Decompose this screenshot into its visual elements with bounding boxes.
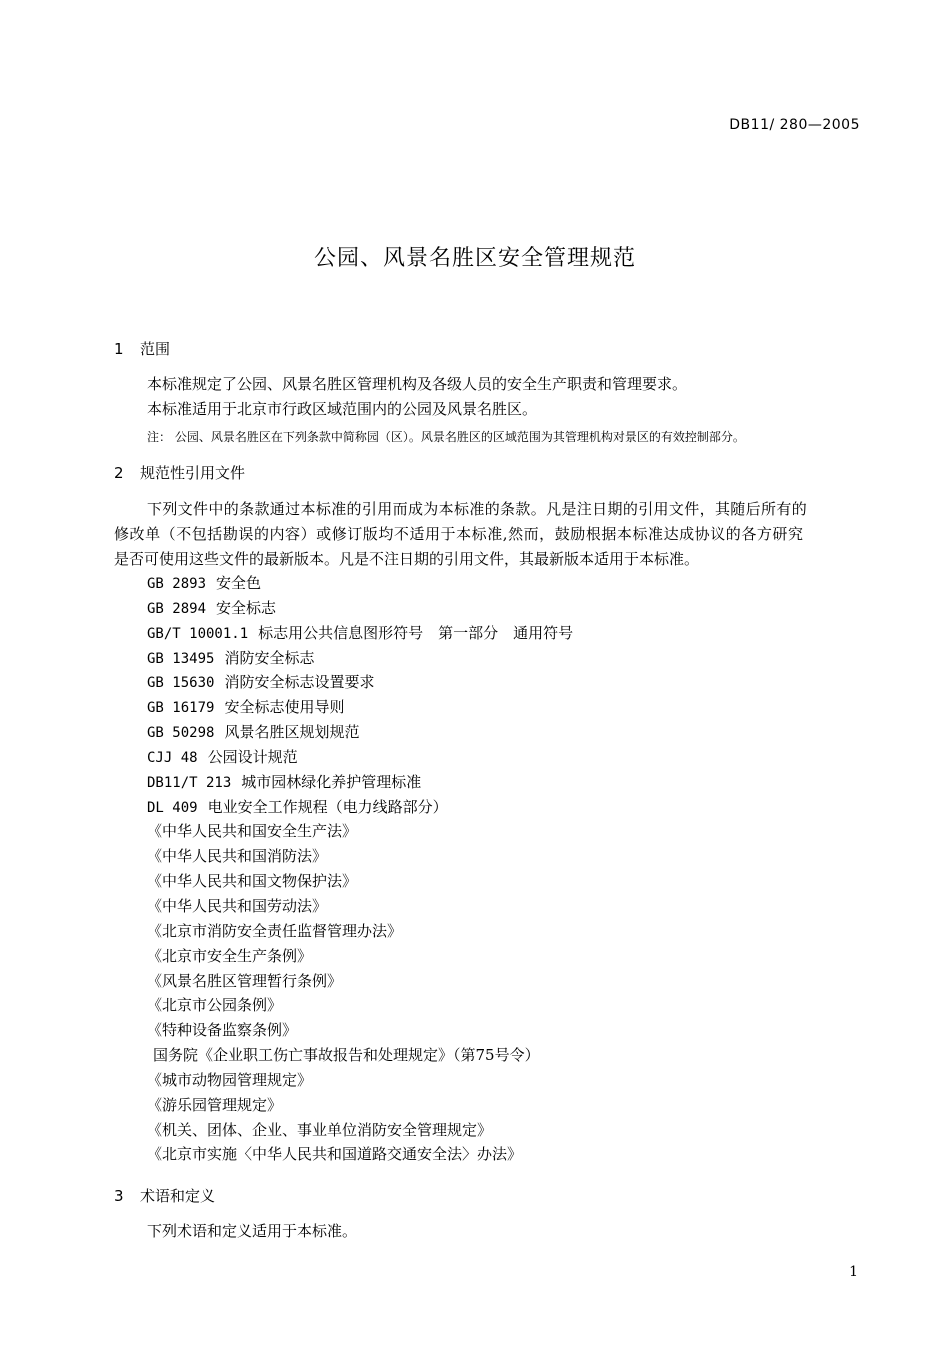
reference-item: [147, 944, 573, 969]
paragraph-line: 下列文件中的条款通过本标准的引用而成为本标准的条款。凡是注日期的引用文件，其随后所有的: [147, 500, 808, 518]
reference-title: 《北京市实施〈中华人民共和国道路交通安全法〉办法》: [147, 1145, 523, 1164]
normative-paragraph: [114, 497, 862, 572]
standard-code: DB11/ 280—2005: [729, 117, 860, 133]
reference-title: 《北京市消防安全责任监督管理办法》: [147, 921, 403, 940]
scope-paragraph-1: 本标准规定了公园、风景名胜区管理机构及各级人员的安全生产职责和管理要求。: [147, 375, 688, 393]
reference-code: GB 16179: [147, 700, 215, 717]
reference-item: [147, 869, 573, 894]
section-number: 1: [114, 340, 124, 358]
scope-note: 注： 公园、风景名胜区在下列条款中简称园（区）。风景名胜区的区域范围为其管理机构对景区的有效控制部分。: [147, 430, 745, 444]
reference-item: [147, 646, 573, 671]
reference-item: [147, 770, 573, 795]
reference-item: [147, 745, 573, 770]
reference-title: 标志用公共信息图形符号 第一部分 通用符号: [258, 623, 574, 642]
section-number: 3: [114, 1187, 124, 1205]
reference-title: 安全标志使用导则: [224, 698, 345, 717]
reference-list: [147, 571, 573, 1167]
reference-title: 城市园林绿化养护管理标准: [241, 772, 422, 791]
reference-title: 《中华人民共和国消防法》: [147, 847, 328, 866]
reference-title: 《中华人民共和国劳动法》: [147, 896, 328, 915]
reference-item: [147, 1068, 573, 1093]
reference-title: 电业安全工作规程（电力线路部分）: [207, 797, 448, 816]
paragraph-line: 是否可使用这些文件的最新版本。凡是不注日期的引用文件，其最新版本适用于本标准。: [114, 550, 700, 568]
reference-code: GB 13495: [147, 650, 215, 667]
reference-title: 《北京市安全生产条例》: [147, 946, 313, 965]
reference-title: 《游乐园管理规定》: [147, 1095, 283, 1114]
page-number: 1: [849, 1264, 858, 1280]
reference-title: 《城市动物园管理规定》: [147, 1070, 313, 1089]
reference-title: 《北京市公园条例》: [147, 996, 283, 1015]
reference-item: [147, 695, 573, 720]
reference-title: 消防安全标志设置要求: [224, 673, 375, 692]
section-3-heading: [114, 1185, 215, 1206]
reference-item: [147, 1118, 573, 1143]
reference-item: [147, 670, 573, 695]
reference-item: [147, 819, 573, 844]
reference-item: [147, 1043, 573, 1068]
reference-item: [147, 621, 573, 646]
reference-item: [147, 720, 573, 745]
reference-code: DB11/T 213: [147, 774, 232, 791]
reference-title: 《机关、团体、企业、事业单位消防安全管理规定》: [147, 1120, 493, 1139]
reference-code: DL 409: [147, 799, 198, 816]
reference-item: [147, 993, 573, 1018]
reference-code: GB 2893: [147, 576, 207, 592]
reference-item: [147, 1142, 573, 1167]
section-title: 术语和定义: [140, 1187, 216, 1205]
reference-code: GB 50298: [147, 725, 215, 742]
reference-code: GB 15630: [147, 675, 215, 692]
section-1-heading: [114, 338, 170, 359]
reference-title: 《中华人民共和国文物保护法》: [147, 872, 358, 891]
reference-code: GB/T 10001.1: [147, 625, 249, 642]
reference-title: 《特种设备监察条例》: [147, 1021, 298, 1040]
reference-item: [147, 969, 573, 994]
reference-title: 《风景名胜区管理暂行条例》: [147, 971, 343, 990]
terms-paragraph: 下列术语和定义适用于本标准。: [147, 1222, 358, 1240]
reference-item: [147, 844, 573, 869]
reference-item: [147, 571, 573, 596]
reference-title: 安全标志: [216, 598, 277, 617]
reference-item: [147, 596, 573, 621]
reference-item: [147, 1018, 573, 1043]
reference-title: 消防安全标志: [224, 648, 315, 667]
reference-item: [147, 919, 573, 944]
reference-item: [147, 1093, 573, 1118]
reference-title: 安全色: [216, 574, 262, 592]
reference-code: GB 2894: [147, 600, 207, 617]
reference-title: 《中华人民共和国安全生产法》: [147, 822, 358, 841]
section-title: 范围: [140, 340, 171, 358]
section-title: 规范性引用文件: [140, 464, 246, 482]
reference-title: 公园设计规范: [207, 747, 298, 766]
section-2-heading: [114, 462, 245, 483]
document-title: 公园、风景名胜区安全管理规范: [313, 246, 636, 271]
reference-title: 国务院《企业职工伤亡事故报告和处理规定》（第75号令）: [153, 1046, 540, 1065]
paragraph-line: 修改单（不包括勘误的内容）或修订版均不适用于本标准,然而，鼓励根据本标准达成协议的各方研究: [114, 525, 804, 543]
reference-item: [147, 894, 573, 919]
reference-item: [147, 795, 573, 820]
section-number: 2: [114, 464, 124, 482]
scope-paragraph-2: 本标准适用于北京市行政区域范围内的公园及风景名胜区。: [147, 400, 538, 418]
reference-title: 风景名胜区规划规范: [224, 723, 360, 742]
reference-code: CJJ 48: [147, 749, 198, 766]
